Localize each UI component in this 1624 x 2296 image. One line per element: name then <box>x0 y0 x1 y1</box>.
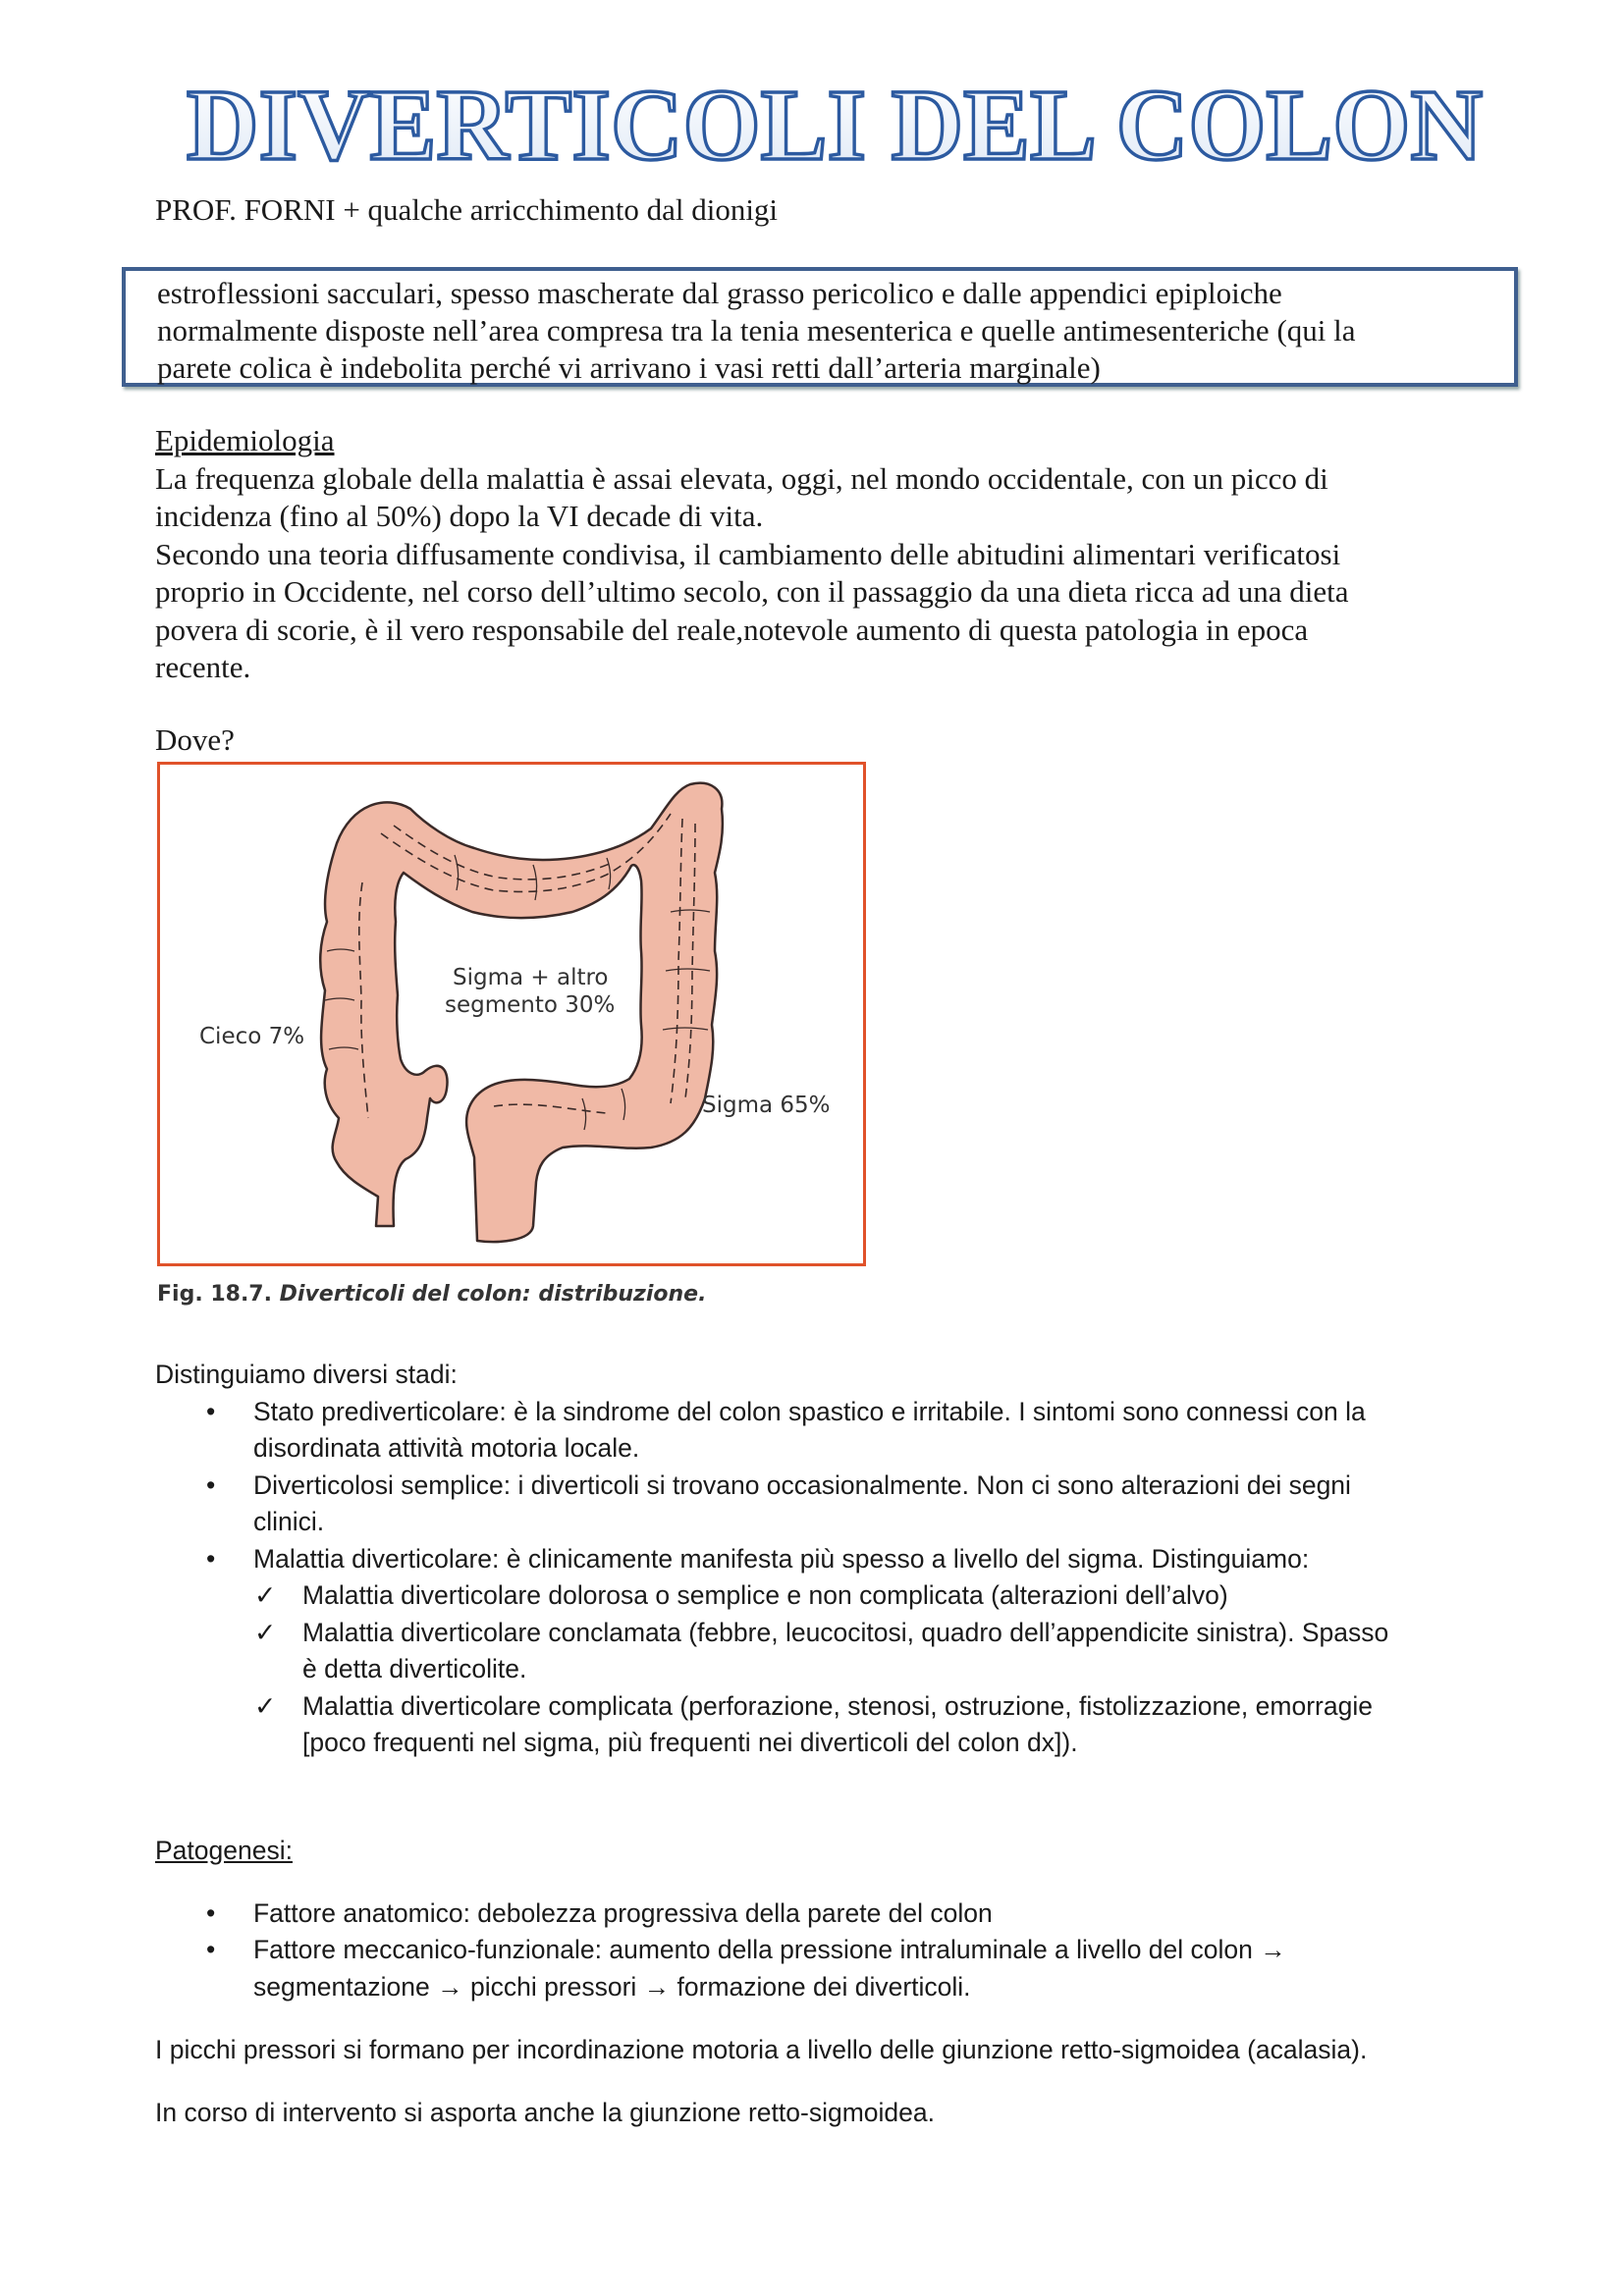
sub-list-item <box>155 1577 1476 1615</box>
list-item <box>155 1394 1476 1468</box>
stadi-section <box>155 1357 1476 1762</box>
document-title <box>157 67 1512 175</box>
label-segmento: segmento 30% <box>445 992 616 1018</box>
sub-list-item-text: è detta diverticolite. <box>302 1654 527 1683</box>
patogenesi-section <box>155 1806 1476 2158</box>
bullet-icon: • <box>206 1396 216 1426</box>
bullet-icon: • <box>206 1469 216 1500</box>
label-cieco: Cieco 7% <box>199 1024 305 1049</box>
paragraph-line: povera di scorie, è il vero responsabile del reale,notevole aumento di questa patologia in epoca <box>155 612 1309 647</box>
dove-heading: Dove? <box>155 722 235 757</box>
title-text: DIVERTICOLI DEL COLON <box>187 69 1483 175</box>
label-sigma-altro: Sigma + altro <box>453 965 609 990</box>
definition-line: normalmente disposte nell’area compresa tra la tenia mesenterica e quelle antimesenteriche (qui la <box>157 313 1356 347</box>
figure-caption <box>157 1282 706 1307</box>
sub-list-item-text: Malattia diverticolare complicata (perforazione, stenosi, ostruzione, fistolizzazione, emorragie <box>302 1690 1373 1721</box>
epidemiology-section <box>155 422 1490 687</box>
paragraph-line: recente. <box>155 650 251 684</box>
definition-box <box>122 267 1518 387</box>
sub-list-item-text: [poco frequenti nel sigma, più frequenti nei diverticoli del colon dx]). <box>302 1728 1078 1757</box>
list-item-text: disordinata attività motoria locale. <box>253 1433 640 1463</box>
paragraph-line: In corso di intervento si asporta anche la giunzione retto-sigmoidea. <box>155 2097 935 2127</box>
list-item <box>155 1896 1476 1933</box>
bullet-icon: • <box>206 1543 216 1574</box>
sub-list-item <box>155 1615 1476 1688</box>
list-item <box>155 1468 1476 1541</box>
list-item-text: Stato prediverticolare: è la sindrome del colon spastico e irritabile. I sintomi sono connessi con la <box>253 1396 1366 1426</box>
list-item-text: Fattore anatomico: debolezza progressiva della parete del colon <box>253 1897 993 1928</box>
list-item-text: segmentazione → picchi pressori → formazione dei diverticoli. <box>253 1971 971 2002</box>
stadi-intro: Distinguiamo diversi stadi: <box>155 1360 458 1389</box>
bullet-icon: • <box>206 1935 216 1964</box>
list-item <box>155 1932 1476 2005</box>
list-item-text: clinici. <box>253 1507 325 1536</box>
paragraph-line: incidenza (fino al 50%) dopo la VI decade di vita. <box>155 499 764 533</box>
checkmark-icon: ✓ <box>254 1690 277 1721</box>
caption-text: Diverticoli del colon: distribuzione. <box>279 1282 707 1307</box>
colon-figure <box>157 762 866 1266</box>
checkmark-icon: ✓ <box>254 1580 277 1610</box>
paragraph-line: proprio in Occidente, nel corso dell’ultimo secolo, con il passaggio da una dieta ricca ad una dieta <box>155 574 1349 609</box>
list-item-text: Malattia diverticolare: è clinicamente manifesta più spesso a livello del sigma. Distinguiamo: <box>253 1543 1310 1574</box>
label-sigma: Sigma 65% <box>702 1093 831 1118</box>
paragraph-line: La frequenza globale della malattia è assai elevata, oggi, nel mondo occidentale, con un picco di <box>155 460 1328 496</box>
list-item-text: Diverticolosi semplice: i diverticoli si trovano occasionalmente. Non ci sono alterazioni dei segni <box>253 1469 1351 1500</box>
paragraph-line: Secondo una teoria diffusamente condivisa, il cambiamento delle abitudini alimentari verificatosi <box>155 536 1341 571</box>
sub-list-item-text: Malattia diverticolare dolorosa o semplice e non complicata (alterazioni dell’alvo) <box>302 1580 1228 1610</box>
sub-list-item-text: Malattia diverticolare conclamata (febbre, leucocitosi, quadro dell’appendicite sinistra). Spasso <box>302 1617 1389 1647</box>
list-item <box>155 1541 1476 1578</box>
checkmark-icon: ✓ <box>254 1617 277 1647</box>
paragraph-line: I picchi pressori si formano per incordinazione motoria a livello delle giunzione retto-sigmoidea (acalasia). <box>155 2034 1368 2064</box>
bullet-icon: • <box>206 1897 216 1928</box>
caption-prefix: Fig. 18.7. <box>157 1282 272 1307</box>
definition-line: parete colica è indebolita perché vi arrivano i vasi retti dall’arteria marginale) <box>157 350 1101 385</box>
epidemiology-heading: Epidemiologia <box>155 423 335 457</box>
definition-line: estroflessioni sacculari, spesso mascherate dal grasso pericolico e dalle appendici epiploiche <box>157 276 1282 310</box>
subtitle: PROF. FORNI + qualche arricchimento dal dionigi <box>155 192 779 227</box>
patogenesi-heading: Patogenesi: <box>155 1835 293 1865</box>
list-item-text: Fattore meccanico-funzionale: aumento della pressione intraluminale a livello del colon → <box>253 1935 1286 1964</box>
sub-list-item <box>155 1688 1476 1762</box>
